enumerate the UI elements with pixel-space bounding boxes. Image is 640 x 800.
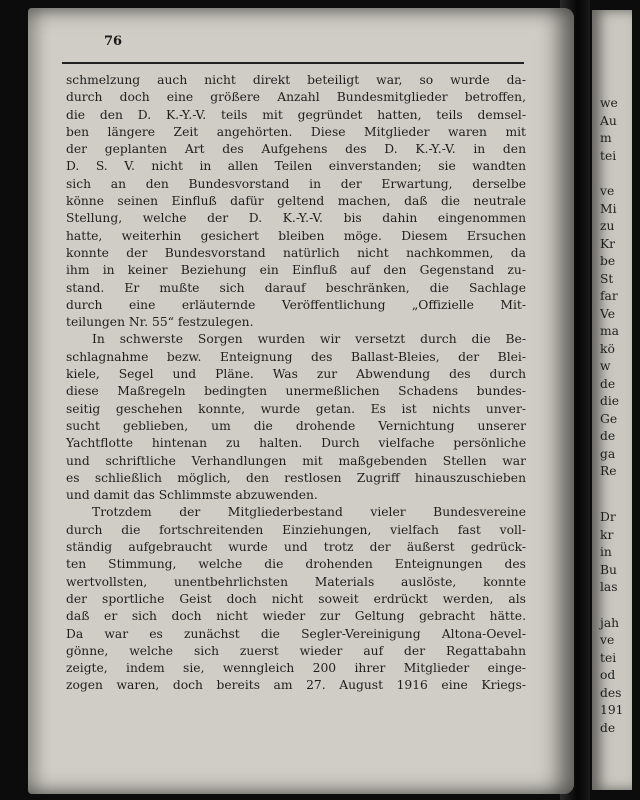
text-fragment: las [600,580,618,594]
text-fragment: 191 [600,703,624,717]
text-fragment: jah [600,616,620,630]
text-line: ben längere Zeit angehörten. Diese Mitglieder waren mit [66,124,526,139]
text-fragment: Au [600,114,617,128]
text-line: der geplanten Art des Aufgehens des D. K.-Y.-V. in den [66,142,526,157]
text-line: konnte der Bundesvorstand natürlich nicht nachkommen, da [66,245,526,260]
text-line: die den D. K.-Y.-V. teils mit gegründet hatten, teils demsel- [66,107,526,122]
text-fragment: Mi [600,202,617,216]
text-line: der sportliche Geist doch nicht soweit erdrückt werden, als [66,591,526,606]
text-line: Stellung, welche der D. K.-Y.-V. bis dahin eingenommen [66,211,526,226]
text-line: seitig geschehen konnte, wurde getan. Es ist nichts unver- [66,401,526,416]
text-fragment: ve [600,184,615,198]
text-line: ständig aufgebraucht wurde und trotz der äußerst gedrück- [66,540,526,555]
text-line: daß er sich doch nicht wieder zur Geltung gebracht hätte. [66,609,526,624]
text-fragment: de [600,721,616,735]
text-fragment: w [600,359,611,373]
text-line: schmelzung auch nicht direkt beteiligt war, so wurde da- [66,73,526,87]
text-line: hatte, weiterhin gesichert bleiben möge. Diesem Ersuchen [66,228,526,243]
text-line: wertvollsten, unentbehrlichsten Materials auslöste, konnte [66,574,526,589]
text-line: durch eine erläuternde Veröffentlichung „Offizielle Mit- [66,297,526,312]
text-fragment: Re [600,464,617,478]
text-line: durch die fortschreitenden Einziehungen, vielfach fast voll- [66,522,526,537]
header-rule [62,62,524,64]
page-number: 76 [104,34,123,49]
text-line: zogen waren, doch bereits am 27. August 1916 eine Kriegs- [66,678,526,693]
text-fragment: kö [600,342,615,356]
text-fragment: in [600,545,612,559]
text-fragment: die [600,394,620,408]
text-line: es schließlich möglich, den restlosen Zugriff hinauszuschieben [66,470,526,485]
text-fragment: ma [600,324,619,338]
text-line: In schwerste Sorgen wurden wir versetzt durch die Be- [92,332,526,347]
text-fragment: des [600,686,622,700]
text-line: diese Maßregeln bedingten unermeßlichen Schadens bundes- [66,384,526,399]
text-line: kiele, Segel und Pläne. Was zur Abwendung des durch [66,367,526,382]
text-fragment: ga [600,447,616,461]
text-fragment: od [600,668,616,682]
text-fragment: we [600,96,618,110]
text-line: D. S. V. nicht in allen Teilen einverstanden; sie wandten [66,159,526,174]
text-line: und damit das Schlimmste abzuwenden. [66,488,318,503]
text-fragment: tei [600,651,617,665]
text-fragment: de [600,377,616,391]
text-line: sucht geblieben, um die drohende Vernichtung unserer [66,418,526,433]
text-line: schlagnahme bezw. Enteignung des Ballast-Bleies, der Blei- [66,349,526,364]
text-fragment: de [600,429,616,443]
text-line: ihm in keiner Beziehung ein Einfluß auf den Gegenstand zu- [66,263,526,278]
text-fragment: ve [600,633,615,647]
text-line: ten Stimmung, welche die drohenden Enteignungen des [66,557,526,572]
text-line: Trotzdem der Mitgliederbestand vieler Bundesvereine [92,505,526,520]
text-line: Yachtflotte hintenan zu halten. Durch vielfache persönliche [66,436,526,451]
text-fragment: Bu [600,563,617,577]
text-line: sich an den Bundesvorstand in der Erwartung, derselbe [66,176,526,191]
text-line: gönne, welche sich zuerst wieder auf der Regattabahn [66,643,526,658]
text-fragment: Kr [600,237,616,251]
text-fragment: far [600,289,618,303]
text-fragment: Ve [600,307,616,321]
text-line: stand. Er mußte sich darauf beschränken, die Sachlage [66,280,526,295]
body-text [66,72,526,695]
text-line: und schriftliche Verhandlungen mit maßgebenden Stellen war [66,453,526,468]
text-fragment: m [600,131,612,145]
text-fragment: zu [600,219,615,233]
text-line: teilungen Nr. 55“ festzulegen. [66,315,254,330]
text-fragment: St [600,272,614,286]
text-line: zeigte, indem sie, wenngleich 200 ihrer Mitglieder einge- [66,661,526,676]
text-fragment: tei [600,149,617,163]
text-fragment: be [600,254,616,268]
text-line: durch doch eine größere Anzahl Bundesmitglieder betroffen, [66,90,526,105]
text-fragment: Dr [600,510,616,524]
text-fragment: Ge [600,412,618,426]
text-line: könne seinen Einfluß dafür geltend machen, daß die neutrale [66,194,526,209]
text-fragment: kr [600,528,614,542]
right-page [592,10,632,790]
text-line: Da war es zunächst die Segler-Vereinigung Altona-Oevel- [66,626,526,641]
